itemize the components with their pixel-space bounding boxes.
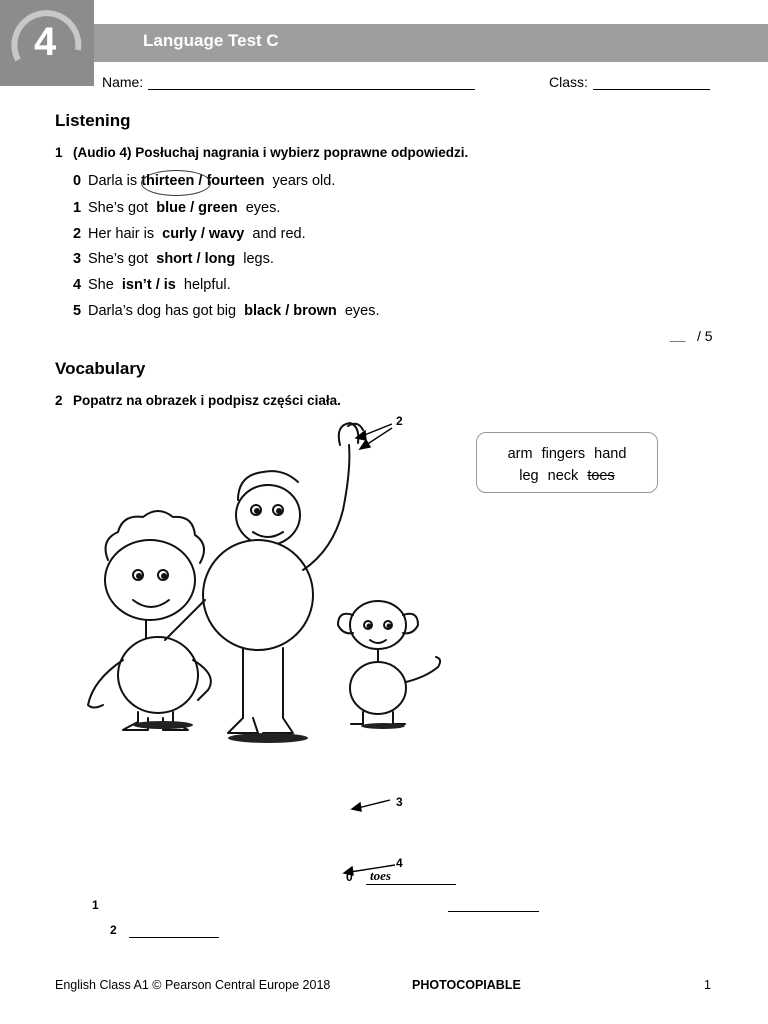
test-title: Language Test C [143,31,279,50]
word-neck: neck [547,468,579,484]
item-text: Her hair is [88,226,163,242]
footer-copyright: English Class A1 © Pearson Central Europe 2018 [55,978,331,992]
answer-line-1[interactable] [448,911,539,912]
label-number-1: 1 [92,898,99,912]
option-separator: / [194,173,207,189]
answer-line-2[interactable] [129,937,219,938]
name-field[interactable] [148,89,475,90]
task-number: 1 [55,145,63,160]
task-number: 2 [55,393,63,408]
class-label: Class: [549,74,588,90]
item-number: 0 [73,173,82,189]
option-a[interactable]: thirteen [141,173,195,189]
label-number-3: 3 [396,795,403,809]
label-arrows [340,410,410,880]
label-number-2: 2 [396,414,403,428]
answer-circle [141,170,211,196]
item-text: She’s got [88,251,157,267]
label-number-4: 4 [396,856,403,870]
footer-photocopiable: PHOTOCOPIABLE [412,978,521,992]
item-text-end: helpful. [175,277,231,293]
item-number: 2 [73,226,82,242]
item-number: 5 [73,303,82,319]
word-box-row-2 [476,468,658,484]
word-box-row-1: arm fingers hand [507,446,627,462]
listening-item-4 [73,277,231,293]
label-number-2b: 2 [110,923,117,937]
item-text-end: eyes. [336,303,380,319]
unit-number: 4 [34,20,57,64]
listening-item-1 [73,200,280,216]
item-text-end: eyes. [237,200,281,216]
item-text-end: and red. [244,226,306,242]
name-label: Name: [102,74,144,90]
item-number: 3 [73,251,82,267]
answer-line-0[interactable] [366,884,456,885]
item-text: She [88,277,122,293]
example-answer: toes [370,868,391,883]
item-options[interactable]: curly / wavy [162,226,245,242]
item-number: 1 [73,200,82,216]
page-number: 1 [704,978,711,992]
item-options[interactable]: black / brown [244,303,337,319]
listening-item-3 [73,251,274,267]
listening-title: Listening [55,111,131,130]
item-options[interactable]: short / long [156,251,236,267]
item-text: Darla’s dog has got big [88,303,245,319]
item-options[interactable]: blue / green [156,200,238,216]
vocabulary-instruction [55,393,341,408]
item-text: She’s got [88,200,157,216]
listening-instruction [55,145,468,160]
item-text-end: legs. [235,251,274,267]
item-number: 4 [73,277,82,293]
item-text: Darla is [88,173,142,189]
instruction-text: (Audio 4) Posłuchaj nagrania i wybierz poprawne odpowiedzi. [73,145,469,160]
instruction-text: Popatrz na obrazek i podpisz części ciała. [73,393,341,408]
item-text-end: years old. [264,173,336,189]
option-b[interactable]: fourteen [206,173,265,189]
score-total: / 5 [697,328,713,344]
vocabulary-title: Vocabulary [55,359,146,378]
listening-item-5 [73,303,380,319]
word-toes-crossed: toes [587,468,615,484]
word-leg: leg [519,468,539,484]
item-options[interactable]: isn’t / is [121,277,176,293]
class-field[interactable] [593,89,710,90]
label-number-0: 0 [346,870,353,884]
listening-item-2 [73,226,306,242]
score-blank[interactable]: __ [670,327,686,343]
